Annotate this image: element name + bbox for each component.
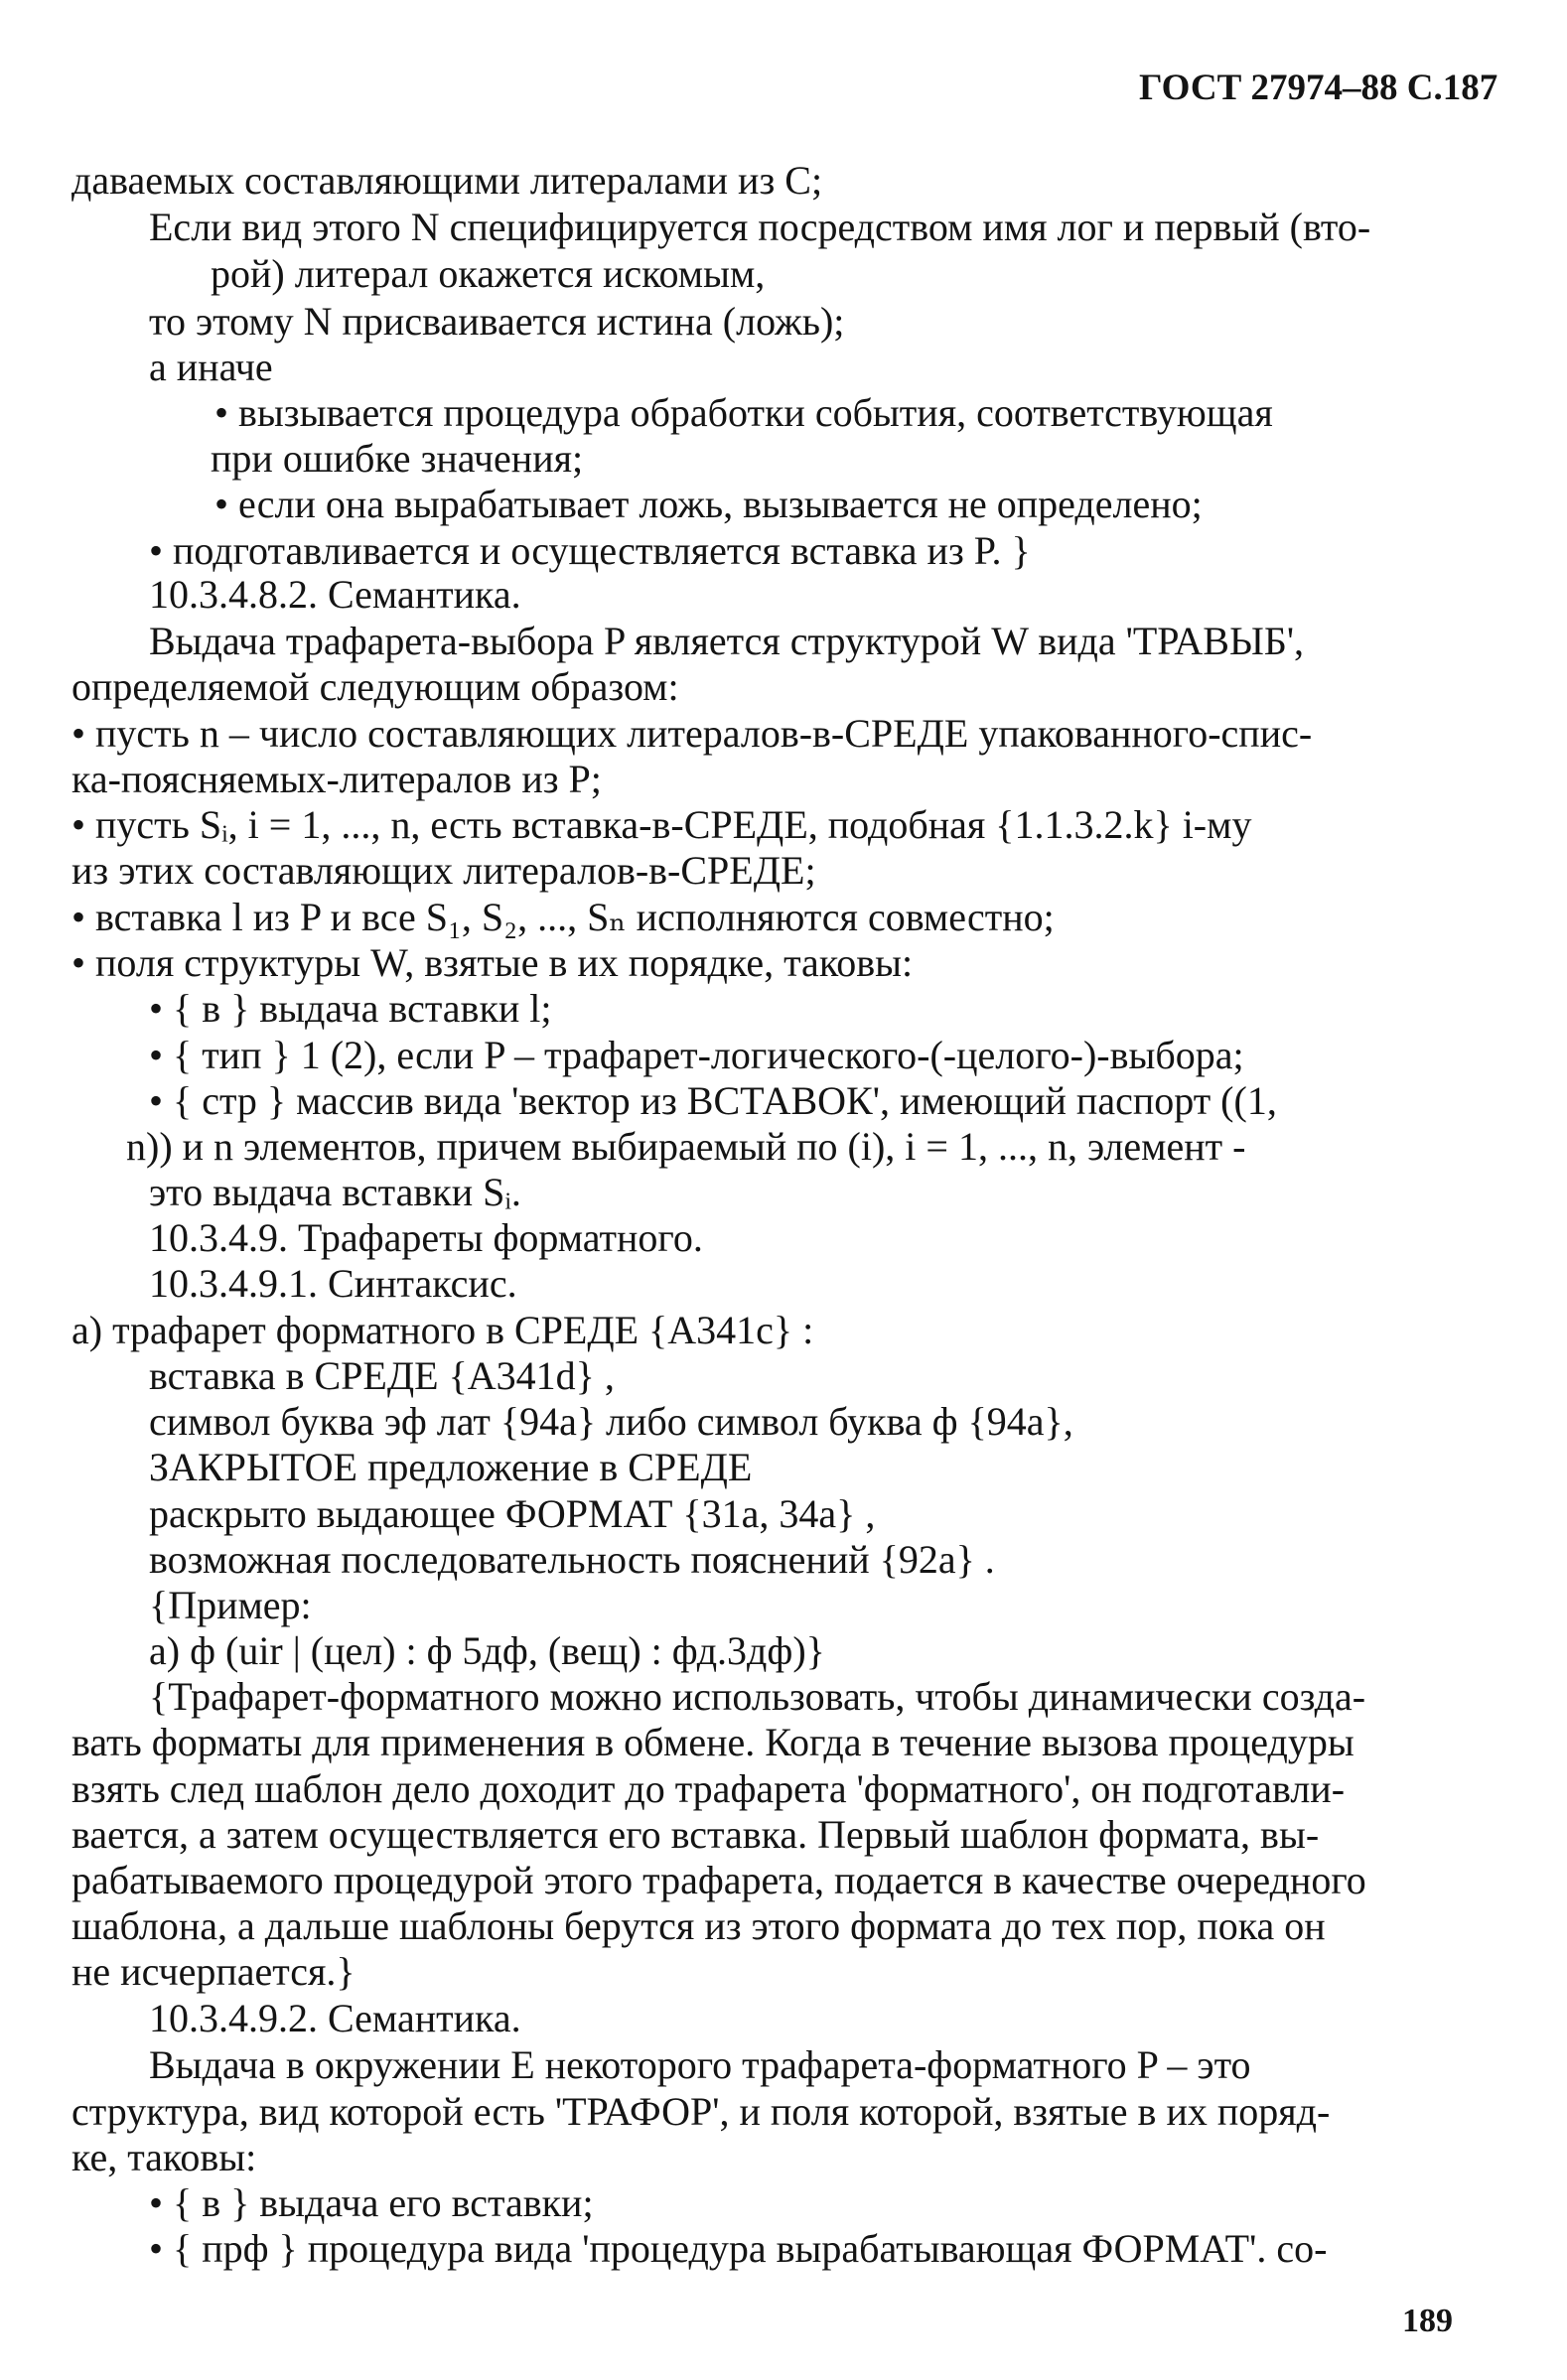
text-line: это выдача вставки Sᵢ. — [149, 1170, 521, 1214]
text-line: • { в } выдача вставки l; — [149, 986, 552, 1031]
text-line: а) трафарет форматного в СРЕДЕ {A341c} : — [71, 1308, 814, 1352]
text-line: • пусть Sᵢ, i = 1, ..., n, есть вставка-в-СРЕДЕ, подобная {1.1.3.2.k} i-му — [71, 802, 1252, 847]
section-heading: 10.3.4.9.2. Семантика. — [149, 1996, 521, 2040]
text-line: рой) литерал окажется искомым, — [211, 251, 766, 296]
text-line: а иначе — [149, 345, 273, 389]
text-line: из этих составляющих литералов-в-СРЕДЕ; — [71, 848, 816, 893]
section-heading: 10.3.4.9. Трафареты форматного. — [149, 1215, 703, 1260]
page-number: 189 — [1402, 2303, 1453, 2339]
text-line: возможная последовательность пояснений {92a} . — [149, 1537, 995, 1582]
text-line: вается, а затем осуществляется его вставка. Первый шаблон формата, вы- — [71, 1812, 1320, 1857]
text-line: символ буква эф лат {94a} либо символ буква ф {94a}, — [149, 1399, 1073, 1444]
text-line: вать форматы для применения в обмене. Когда в течение вызова процедуры — [71, 1720, 1354, 1764]
text-line: взять след шаблон дело доходит до трафарета 'форматного', он подготавли- — [71, 1766, 1346, 1811]
text-line: • вставка l из P и все S₁, S₂, ..., Sₙ исполняются совместно; — [71, 895, 1055, 939]
text-line: {Пример: — [149, 1583, 312, 1627]
text-line: • если она вырабатывает ложь, вызывается не определено; — [214, 482, 1203, 526]
text-line: ке, таковы: — [71, 2135, 257, 2179]
text-line: • подготавливается и осуществляется вставка из P. } — [149, 528, 1031, 573]
text-line: а) ф (uir | (цел) : ф 5дф, (вещ) : фд.3дф)} — [149, 1628, 825, 1673]
text-line: структура, вид которой есть 'ТРАФОР', и поля которой, взятые в их поряд- — [71, 2089, 1331, 2134]
text-line: • поля структуры W, взятые в их порядке, таковы: — [71, 940, 914, 985]
text-line: определяемой следующим образом: — [71, 664, 679, 709]
text-line: шаблона, а дальше шаблоны берутся из этого формата до тех пор, пока он — [71, 1903, 1326, 1948]
text-line: ка-поясняемых-литералов из P; — [71, 757, 602, 801]
text-line: рабатываемого процедурой этого трафарета, подается в качестве очередного — [71, 1858, 1366, 1902]
text-line: раскрыто выдающее ФОРМАТ {31a, 34a} , — [149, 1491, 876, 1536]
text-line: {Трафарет-форматного можно использовать, чтобы динамически созда- — [149, 1674, 1366, 1719]
text-line: • { в } выдача его вставки; — [149, 2180, 594, 2225]
text-line: Выдача в окружении E некоторого трафарета-форматного P – это — [149, 2042, 1251, 2087]
text-line: • пусть n – число составляющих литералов-в-СРЕДЕ упакованного-спис- — [71, 711, 1313, 756]
text-line: • { прф } процедура вида 'процедура вырабатывающая ФОРМАТ'. со- — [149, 2226, 1328, 2271]
text-line: ЗАКРЫТОЕ предложение в СРЕДЕ — [149, 1445, 753, 1489]
text-line: • вызывается процедура обработки события, соответствующая — [214, 390, 1273, 435]
text-line: то этому N присваивается истина (ложь); — [149, 299, 845, 344]
text-line: вставка в СРЕДЕ {A341d} , — [149, 1353, 615, 1398]
text-line: не исчерпается.} — [71, 1949, 356, 1994]
text-line: • { тип } 1 (2), если P – трафарет-логического-(-целого-)-выбора; — [149, 1033, 1244, 1077]
text-line: даваемых составляющими литералами из С; — [71, 158, 823, 203]
section-heading: 10.3.4.8.2. Семантика. — [149, 572, 521, 617]
text-line: • { стр } массив вида 'вектор из ВСТАВОК', имеющий паспорт ((1, — [149, 1078, 1277, 1123]
text-line: Если вид этого N специфицируется посредством имя лог и первый (вто- — [149, 205, 1371, 249]
section-heading: 10.3.4.9.1. Синтаксис. — [149, 1261, 517, 1306]
page-header: ГОСТ 27974–88 С.187 — [1139, 68, 1498, 108]
text-line: Выдача трафарета-выбора P является структурой W вида 'ТРАВЫБ', — [149, 619, 1305, 663]
text-line: n)) и n элементов, причем выбираемый по (i), i = 1, ..., n, элемент - — [126, 1124, 1246, 1169]
text-line: при ошибке значения; — [211, 436, 584, 481]
